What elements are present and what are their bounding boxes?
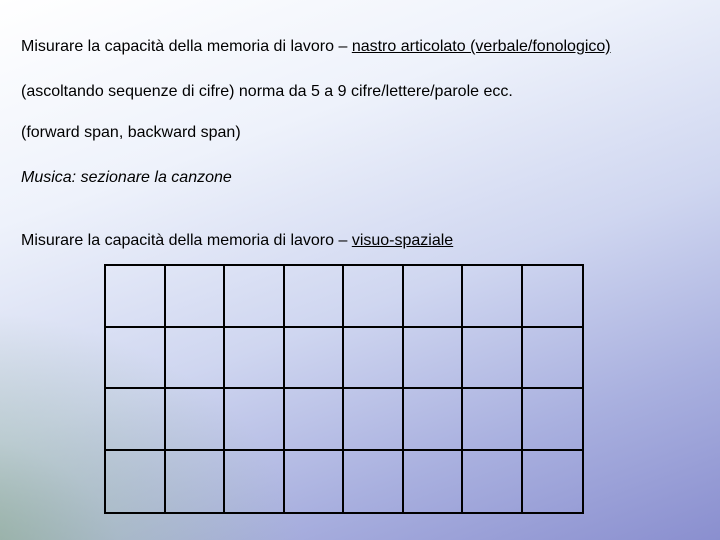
grid-cell [463, 389, 523, 451]
grid-cell [166, 389, 226, 451]
grid-cell [225, 389, 285, 451]
grid-cell [523, 451, 583, 513]
grid-cell [166, 266, 226, 328]
grid-cell [523, 389, 583, 451]
span-note: (forward span, backward span) [21, 124, 241, 141]
grid-cell [225, 266, 285, 328]
grid-cell [166, 451, 226, 513]
grid-cell [344, 328, 404, 390]
verbal-memory-heading-text: Misurare la capacità della memoria di lavoro – [21, 38, 352, 55]
grid-cell [285, 389, 345, 451]
grid-cell [404, 328, 464, 390]
grid-cell [344, 451, 404, 513]
grid-cell [225, 328, 285, 390]
grid-cell [344, 266, 404, 328]
grid-cell [404, 389, 464, 451]
grid-cell [523, 266, 583, 328]
digit-sequence-note: (ascoltando sequenze di cifre) norma da 5 a 9 cifre/lettere/parole ecc. [21, 83, 513, 100]
verbal-memory-heading-underlined: nastro articolato (verbale/fonologico) [351, 38, 611, 55]
grid-cell [463, 266, 523, 328]
grid-cell [166, 328, 226, 390]
grid-cell [404, 451, 464, 513]
grid-cell [463, 451, 523, 513]
verbal-memory-heading [21, 37, 611, 57]
music-note: Musica: sezionare la canzone [21, 169, 232, 186]
grid-cell [404, 266, 464, 328]
grid-cell [285, 451, 345, 513]
visuospatial-grid [104, 264, 584, 514]
grid-cell [523, 328, 583, 390]
visuospatial-memory-heading [21, 231, 453, 251]
grid-cell [106, 389, 166, 451]
grid-cell [285, 328, 345, 390]
grid-cell [225, 451, 285, 513]
grid-cell [106, 328, 166, 390]
visuospatial-memory-heading-underlined: visuo-spaziale [351, 232, 454, 249]
grid-cell [106, 451, 166, 513]
grid-cell [106, 266, 166, 328]
visuospatial-memory-heading-text: Misurare la capacità della memoria di lavoro – [21, 232, 352, 249]
grid-cell [344, 389, 404, 451]
grid-cell [285, 266, 345, 328]
grid-cell [463, 328, 523, 390]
